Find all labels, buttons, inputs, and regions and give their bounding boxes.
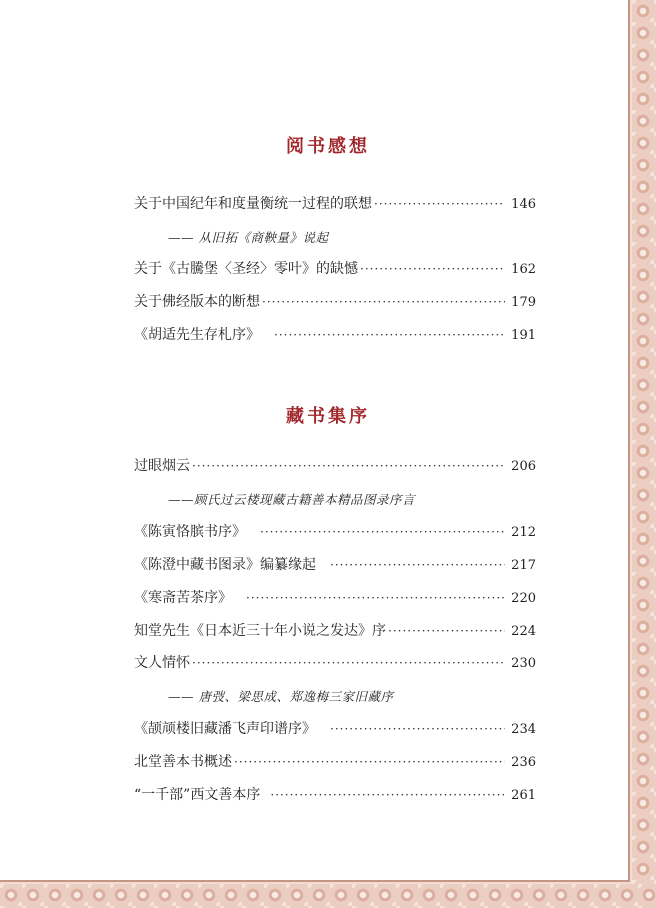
section-title-collection: 藏书集序	[286, 406, 370, 427]
toc-entry[interactable]	[134, 587, 536, 609]
toc-entry[interactable]	[134, 784, 536, 806]
toc-entry-title: 关于佛经版本的断想	[134, 294, 260, 310]
toc-entry-title: 《陈寅恪膑书序》	[134, 524, 246, 540]
toc-entry-title: 《胡适先生存札序》	[134, 327, 260, 343]
decorative-border-bottom	[0, 884, 656, 908]
toc-entry-page: 162	[511, 262, 536, 277]
toc-leader-dots	[234, 755, 505, 769]
toc-entry[interactable]	[134, 718, 536, 740]
toc-entry-subtitle: —— 唐弢、梁思成、郑逸梅三家旧藏序	[168, 689, 394, 704]
toc-entry-page: 236	[511, 755, 536, 770]
toc-entry[interactable]	[134, 324, 536, 346]
toc-leader-dots	[262, 295, 505, 309]
toc-entry-title: 知堂先生《日本近三十年小说之发达》序	[134, 623, 386, 639]
toc-leader-dots	[246, 591, 505, 605]
toc-leader-dots	[274, 328, 505, 342]
section-title-reading: 阅书感想	[286, 136, 370, 157]
toc-entry-title: 过眼烟云	[134, 458, 190, 474]
toc-entry[interactable]	[134, 620, 536, 642]
toc-entry[interactable]	[134, 652, 536, 674]
toc-entry-page: 261	[511, 788, 536, 803]
toc-leader-dots	[330, 722, 505, 736]
toc-entry-title: 《寒斋苦茶序》	[134, 590, 232, 606]
toc-entry-title: 关于《古騰堡〈圣经〉零叶》的缺憾	[134, 261, 358, 277]
toc-entry-page: 217	[511, 558, 536, 573]
toc-entry[interactable]	[134, 521, 536, 543]
toc-entry-title: 关于中国纪年和度量衡统一过程的联想	[134, 196, 372, 212]
toc-leader-dots	[192, 459, 505, 473]
toc-entry[interactable]	[134, 258, 536, 280]
toc-entry-page: 146	[511, 197, 536, 212]
toc-leader-dots	[374, 197, 505, 211]
toc-entry-title: 《颉颃楼旧藏潘飞声印谱序》	[134, 721, 316, 737]
toc-entry-page: 212	[511, 525, 536, 540]
toc-entry-page: 230	[511, 656, 536, 671]
toc-leader-dots	[192, 656, 505, 670]
toc-leader-dots	[360, 262, 505, 276]
toc-entry-page: 179	[511, 295, 536, 310]
toc-entry[interactable]	[134, 291, 536, 313]
toc-leader-dots	[330, 558, 505, 572]
toc-entry[interactable]	[134, 554, 536, 576]
toc-entry-title: 《陈澄中藏书图录》编纂缘起	[134, 557, 316, 573]
toc-leader-dots	[260, 525, 505, 539]
toc-entry-page: 224	[511, 624, 536, 639]
toc-entry-page: 220	[511, 591, 536, 606]
toc-entry-title: 北堂善本书概述	[134, 754, 232, 770]
toc-entry-title: 文人情怀	[134, 655, 190, 671]
toc-entry-page: 191	[511, 328, 536, 343]
toc-entry-page: 234	[511, 722, 536, 737]
toc-entry-subtitle: ——顾氏过云楼现藏古籍善本精品图录序言	[168, 492, 416, 507]
toc-entry-subtitle: —— 从旧拓《商鞅量》说起	[168, 230, 329, 245]
toc-leader-dots	[270, 788, 505, 802]
toc-entry-title: “一千部”西文善本序	[134, 787, 261, 803]
toc-entry-page: 206	[511, 459, 536, 474]
toc-entry[interactable]	[134, 751, 536, 773]
toc-entry[interactable]	[134, 455, 536, 477]
toc-leader-dots	[388, 624, 505, 638]
toc-entry[interactable]	[134, 193, 536, 215]
